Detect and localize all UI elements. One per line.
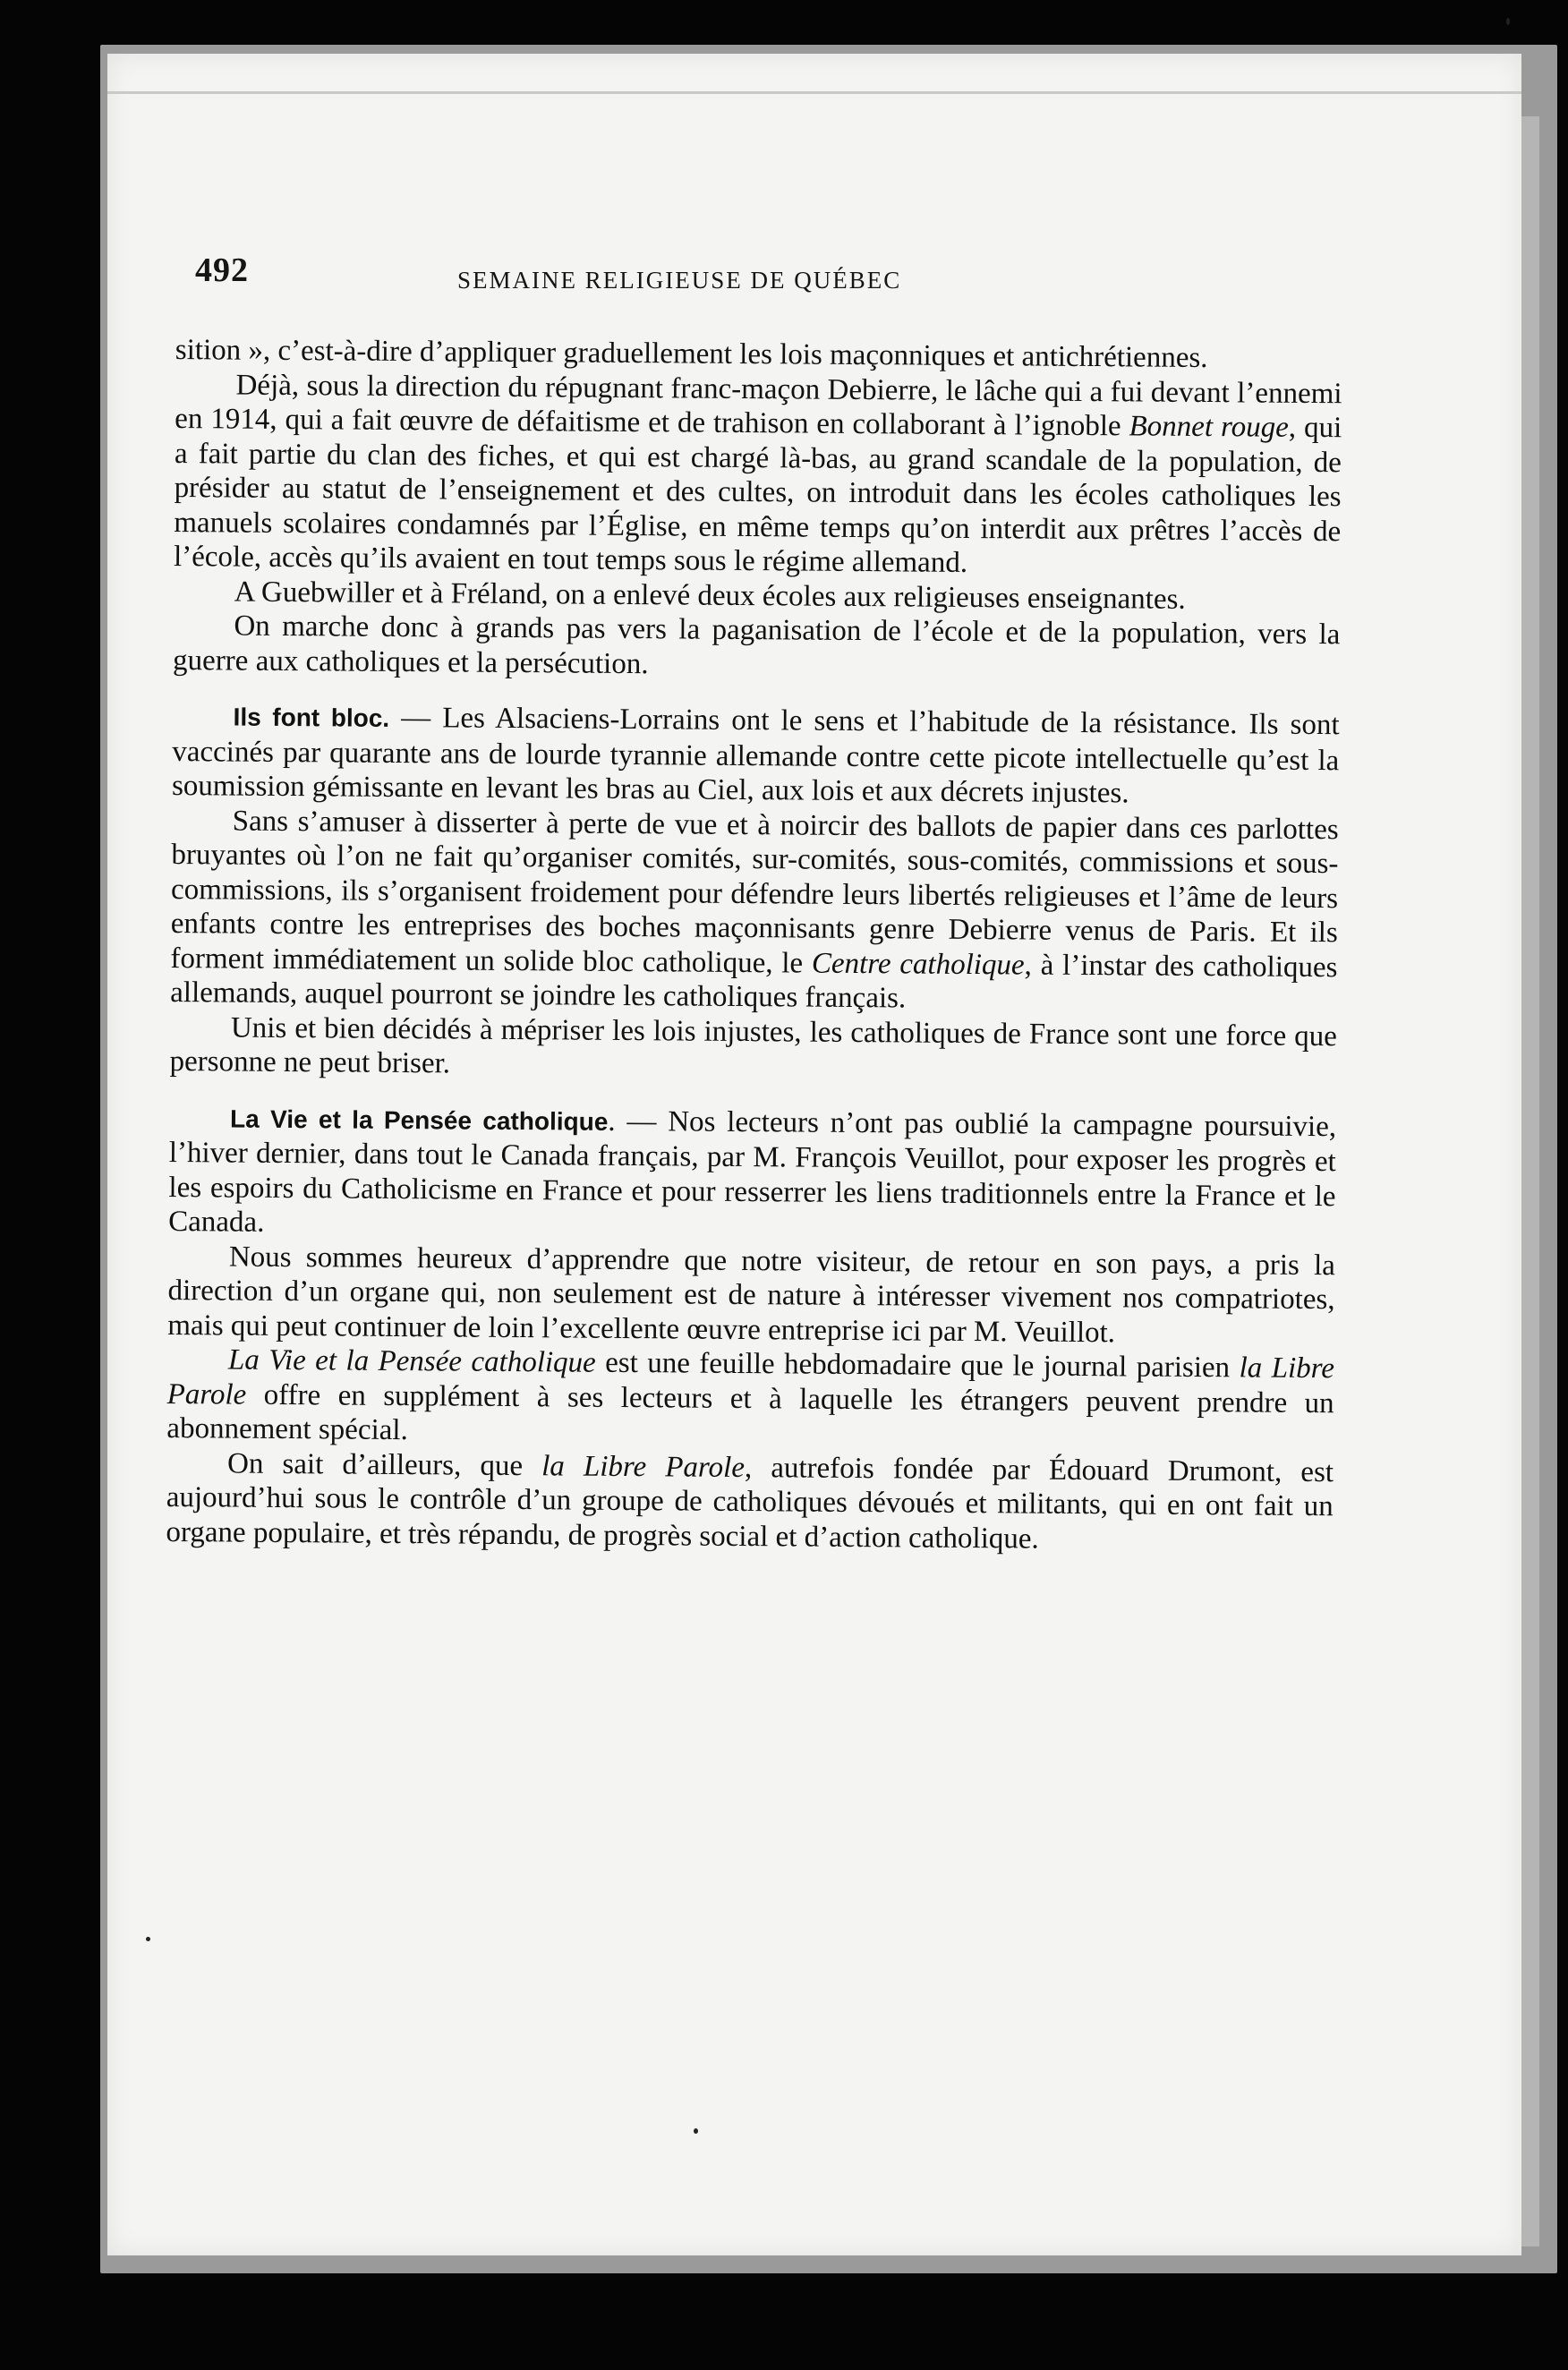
- section-heading-ils-font-bloc: Ils font bloc.: [233, 703, 390, 732]
- paragraph-5-italic: Centre catholique: [811, 947, 1025, 981]
- paragraph-9-text-a: On sait d’ailleurs, que: [226, 1446, 542, 1482]
- paragraph-6: Unis et bien décidés à mépriser les lois injustes, les catholiques de France sont une force que personne ne peut briser.: [169, 1011, 1338, 1080]
- paper-speck: [146, 1937, 150, 1941]
- paragraph-5-text-a: Sans s’amuser à disserter à perte de vue et à noircir des ballots de papier dans ces parlottes bruyantes où l’on ne fait qu’organiser comités, sur-comités, sous-comités, commissions et sous-commissions, ils s’organisent froidement pour défendre leurs libertés religieuses et l’âme de leurs enfants contre les entreprises des boches maçonnisants genre Debierre venus de Paris. Et ils forment immédiatement un solide bloc catholique, le: [170, 805, 1339, 980]
- paragraph-2-text-a: Déjà, sous la direction du répugnant franc-maçon Debierre, le lâche qui a fui devant l’ennemi en 1914, qui a fait œuvre de défaitisme et de trahison en collaborant à l’ignoble: [175, 369, 1342, 443]
- paragraph-1: sition », c’est-à-dire d’appliquer graduellement les lois maçonniques et antichrétiennes.: [175, 333, 1208, 375]
- section-vie-pensee: [168, 1100, 1336, 1248]
- paragraph-4: On marche donc à grands pas vers la paganisation de l’école et de la population, vers la guerre aux catholiques et la persécution.: [172, 610, 1341, 680]
- section-text-ils-font-bloc: — Les Alsaciens-Lorrains ont le sens et l’habitude de la résistance. Ils sont vaccinés par quarante ans de lourde tyrannie allemande contre cette picote intellectuelle qu’est la soumission gémissante en levant les bras au Ciel, aux lois et aux décrets injustes.: [171, 701, 1340, 810]
- section-heading-vie-pensee: La Vie et la Pensée catholique: [229, 1104, 609, 1136]
- page-header: [195, 251, 1323, 322]
- paragraph-7: Nous sommes heureux d’apprendre que notre visiteur, de retour en son pays, a pris la direction d’un organe qui, non seulement est de nature à intéresser vivement nos compatriotes, mais qui peut continuer de loin l’excellente œuvre entreprise ici par M. Veuillot.: [167, 1240, 1335, 1349]
- page-number: 492: [195, 251, 249, 289]
- article-body: [166, 333, 1342, 1558]
- paragraph-5-text-b: , à l’instar des catholiques allemands, auquel pourront se joindre les catholiques français.: [170, 948, 1338, 1015]
- paragraph-8-text-a: est une feuille hebdomadaire que le journal parisien: [595, 1346, 1240, 1385]
- running-head: SEMAINE RELIGIEUSE DE QUÉBEC: [457, 267, 902, 294]
- paragraph-2-text-b: , qui a fait partie du clan des fiches, et qui est chargé là-bas, au grand scandale de la population, de présider au statut de l’enseignement et des cultes, on introduit dans les écoles catholiques les manuels scolaires condamnés par l’Église, en même temps qu’on interdit aux prêtres l’accès de l’école, accès qu’ils avaient en tout temps sous le régime allemand.: [173, 411, 1342, 579]
- paragraph-8-text-b: offre en supplément à ses lecteurs et à laquelle les étrangers peuvent prendre un abonnement spécial.: [166, 1378, 1334, 1447]
- paragraph-8-italic-2: la Libre Parole: [166, 1351, 1335, 1411]
- paragraph-9: [166, 1445, 1334, 1558]
- paper-speck: [694, 2128, 698, 2134]
- paragraph-3: A Guebwiller et à Fréland, on a enlevé deux écoles aux religieuses enseignantes.: [234, 575, 1186, 616]
- book-edge-right: [1521, 116, 1539, 2246]
- paragraph-9-text-b: , autrefois fondée par Édouard Drumont, est aujourd’hui sous le contrôle d’un groupe de catholiques dévoués et militants, qui en ont fait un organe populaire, et très répandu, de progrès social et d’action catholique.: [166, 1451, 1334, 1556]
- paragraph-8-italic-1: La Vie et la Pensée catholique: [227, 1343, 596, 1379]
- paragraph-5: [170, 803, 1339, 1019]
- paragraph-2: [174, 367, 1342, 583]
- paragraph-8: [166, 1343, 1334, 1455]
- section-text-vie-pensee: . — Nos lecteurs n’ont pas oublié la campagne poursuivie, l’hiver dernier, dans tout le Canada français, par M. François Veuillot, pour exposer les progrès et les espoirs du Catholicisme en France et pour resserrer les liens traditionnels entre la France et le Canada.: [168, 1104, 1337, 1239]
- paragraph-9-italic: la Libre Parole: [541, 1449, 746, 1484]
- page-top-rule: [107, 91, 1521, 94]
- section-ils-font-bloc: [172, 699, 1340, 813]
- paragraph-2-italic: Bonnet rouge: [1129, 410, 1289, 444]
- paper-speck: [1506, 18, 1510, 25]
